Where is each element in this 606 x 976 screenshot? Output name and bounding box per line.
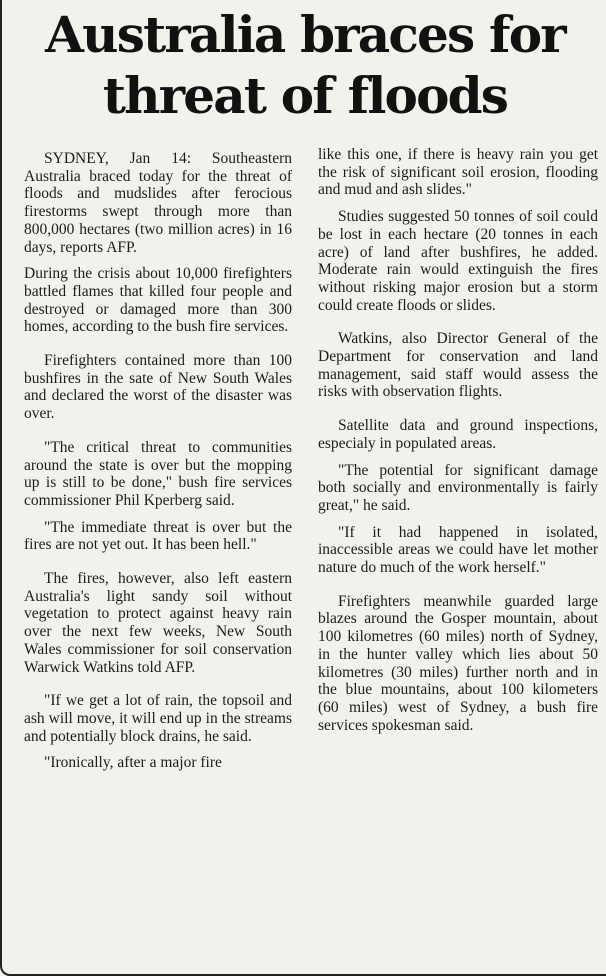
headline (2, 4, 606, 126)
paragraph: "If we get a lot of rain, the topsoil and ash will move, it will end up in the streams and potentially block drains, he said. (24, 692, 292, 745)
paragraph: like this one, if there is heavy rain you get the risk of significant soil erosion, flooding and mud and ash slides." (318, 146, 598, 199)
paragraph: "The critical threat to communities around the state is over but the mopping up is still to be done," bush fire services commissioner Phil Kperberg said. (24, 438, 292, 509)
paragraph: "If it had happened in isolated, inaccessible areas we could have let mother nature do much of the work herself." (318, 523, 598, 577)
headline-line-2: threat of floods (102, 66, 508, 125)
paragraph: During the crisis about 10,000 firefighters battled flames that killed four people and destroyed or damaged more than 300 homes, according to the bush fire services. (24, 265, 292, 336)
paragraph: "The immediate threat is over but the fires are not yet out. It has been hell." (24, 518, 292, 554)
right-column (318, 146, 598, 743)
paragraph: "The potential for significant damage both socially and environmentally is fairly great," he said. (318, 461, 598, 514)
paragraph: The fires, however, also left eastern Australia's light sandy soil without vegetation to protect against heavy rain over the next few weeks, New South Wales commissioner for soil conservation Warwick Watkins told AFP. (24, 570, 292, 676)
paragraph: SYDNEY, Jan 14: Southeastern Australia braced today for the threat of floods and mudslides after ferocious firestorms swept through more than 800,000 hectares (two million acres) in 16 days, reports AFP. (24, 150, 292, 256)
headline-line-1: Australia braces for (45, 5, 565, 64)
paragraph: Firefighters contained more than 100 bushfires in the sate of New South Wales and declared the worst of the disaster was over. (24, 352, 292, 423)
paragraph: Satellite data and ground inspections, especialy in populated areas. (318, 417, 598, 452)
paragraph: Watkins, also Director General of the Department for conservation and land management, said staff would assess the risks with observation flights. (318, 330, 598, 401)
paragraph: Studies suggested 50 tonnes of soil could be lost in each hectare (20 tonnes in each acre) of land after bushfires, he added. Moderate rain would extinguish the fires without risking major erosion but a storm could create floods or slides. (318, 208, 598, 314)
left-column (24, 150, 292, 781)
paragraph: Firefighters meanwhile guarded large blazes around the Gosper mountain, about 100 kilometres (60 miles) north of Sydney, in the hunter valley which lies about 50 kilometres (30 miles) further north and in the blue mountains, about 100 kilometers (60 miles) west of Sydney, a bush fire services spokesman said. (318, 592, 598, 734)
paragraph: "Ironically, after a major fire (44, 754, 222, 772)
